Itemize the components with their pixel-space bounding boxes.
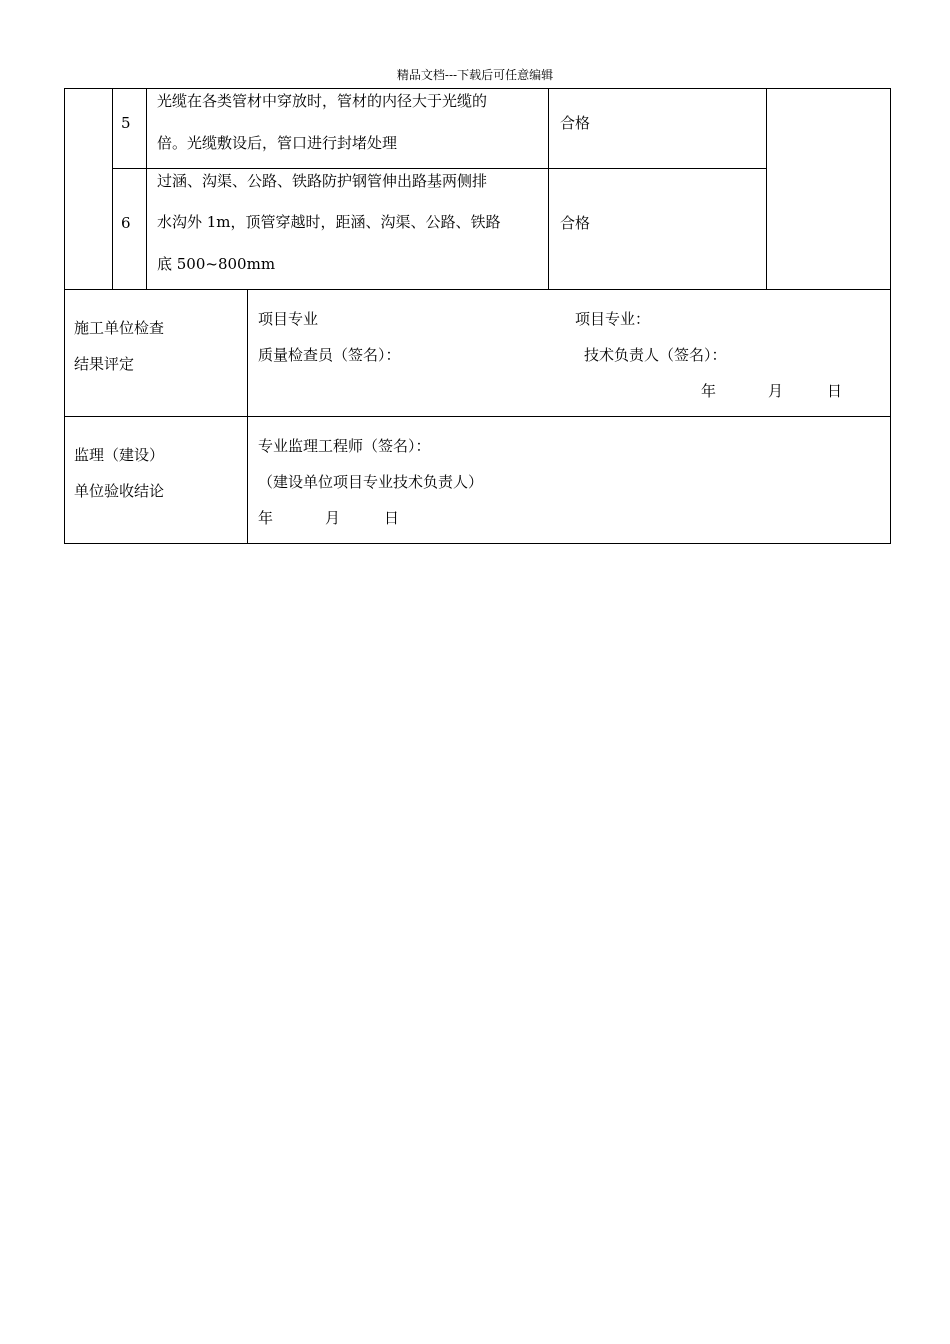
quality-inspector-title: 项目专业: [258, 310, 319, 328]
technical-lead-signature: 技术负责人（签名）：: [584, 346, 727, 364]
date-day: 日: [384, 509, 400, 527]
owner-technical-lead: （建设单位项目专业技术负责人）: [258, 473, 484, 491]
supervision-label: 监理（建设）: [74, 446, 165, 464]
supervision-label: 单位验收结论: [74, 482, 165, 500]
date-year: 年: [258, 509, 274, 527]
construction-label: 施工单位检查: [74, 319, 165, 337]
construction-label: 结果评定: [74, 355, 135, 373]
date-month: 月: [325, 509, 341, 527]
row-description-line: 倍。光缆敷设后，管口进行封堵处理: [157, 134, 398, 152]
quality-inspector-signature: 质量检查员（签名）：: [258, 346, 401, 364]
page-header: 精品文档---下载后可任意编辑: [396, 68, 554, 82]
supervising-engineer-signature: 专业监理工程师（签名）：: [258, 437, 431, 455]
row-number: 5: [121, 114, 131, 132]
row-description-line: 水沟外 1m，顶管穿越时，距涵、沟渠、公路、铁路: [157, 213, 501, 231]
row-number: 6: [121, 214, 131, 232]
date-day: 日: [827, 382, 843, 400]
date-month: 月: [768, 382, 784, 400]
row-description-line: 光缆在各类管材中穿放时，管材的内径大于光缆的: [157, 92, 488, 110]
row-result: 合格: [560, 114, 591, 132]
row-description-line: 过涵、沟渠、公路、铁路防护钢管伸出路基两侧排: [157, 172, 488, 190]
row-result: 合格: [560, 214, 591, 232]
row-description-line: 底 500~800mm: [157, 255, 276, 273]
date-year: 年: [701, 382, 717, 400]
technical-lead-title: 项目专业：: [575, 310, 651, 328]
